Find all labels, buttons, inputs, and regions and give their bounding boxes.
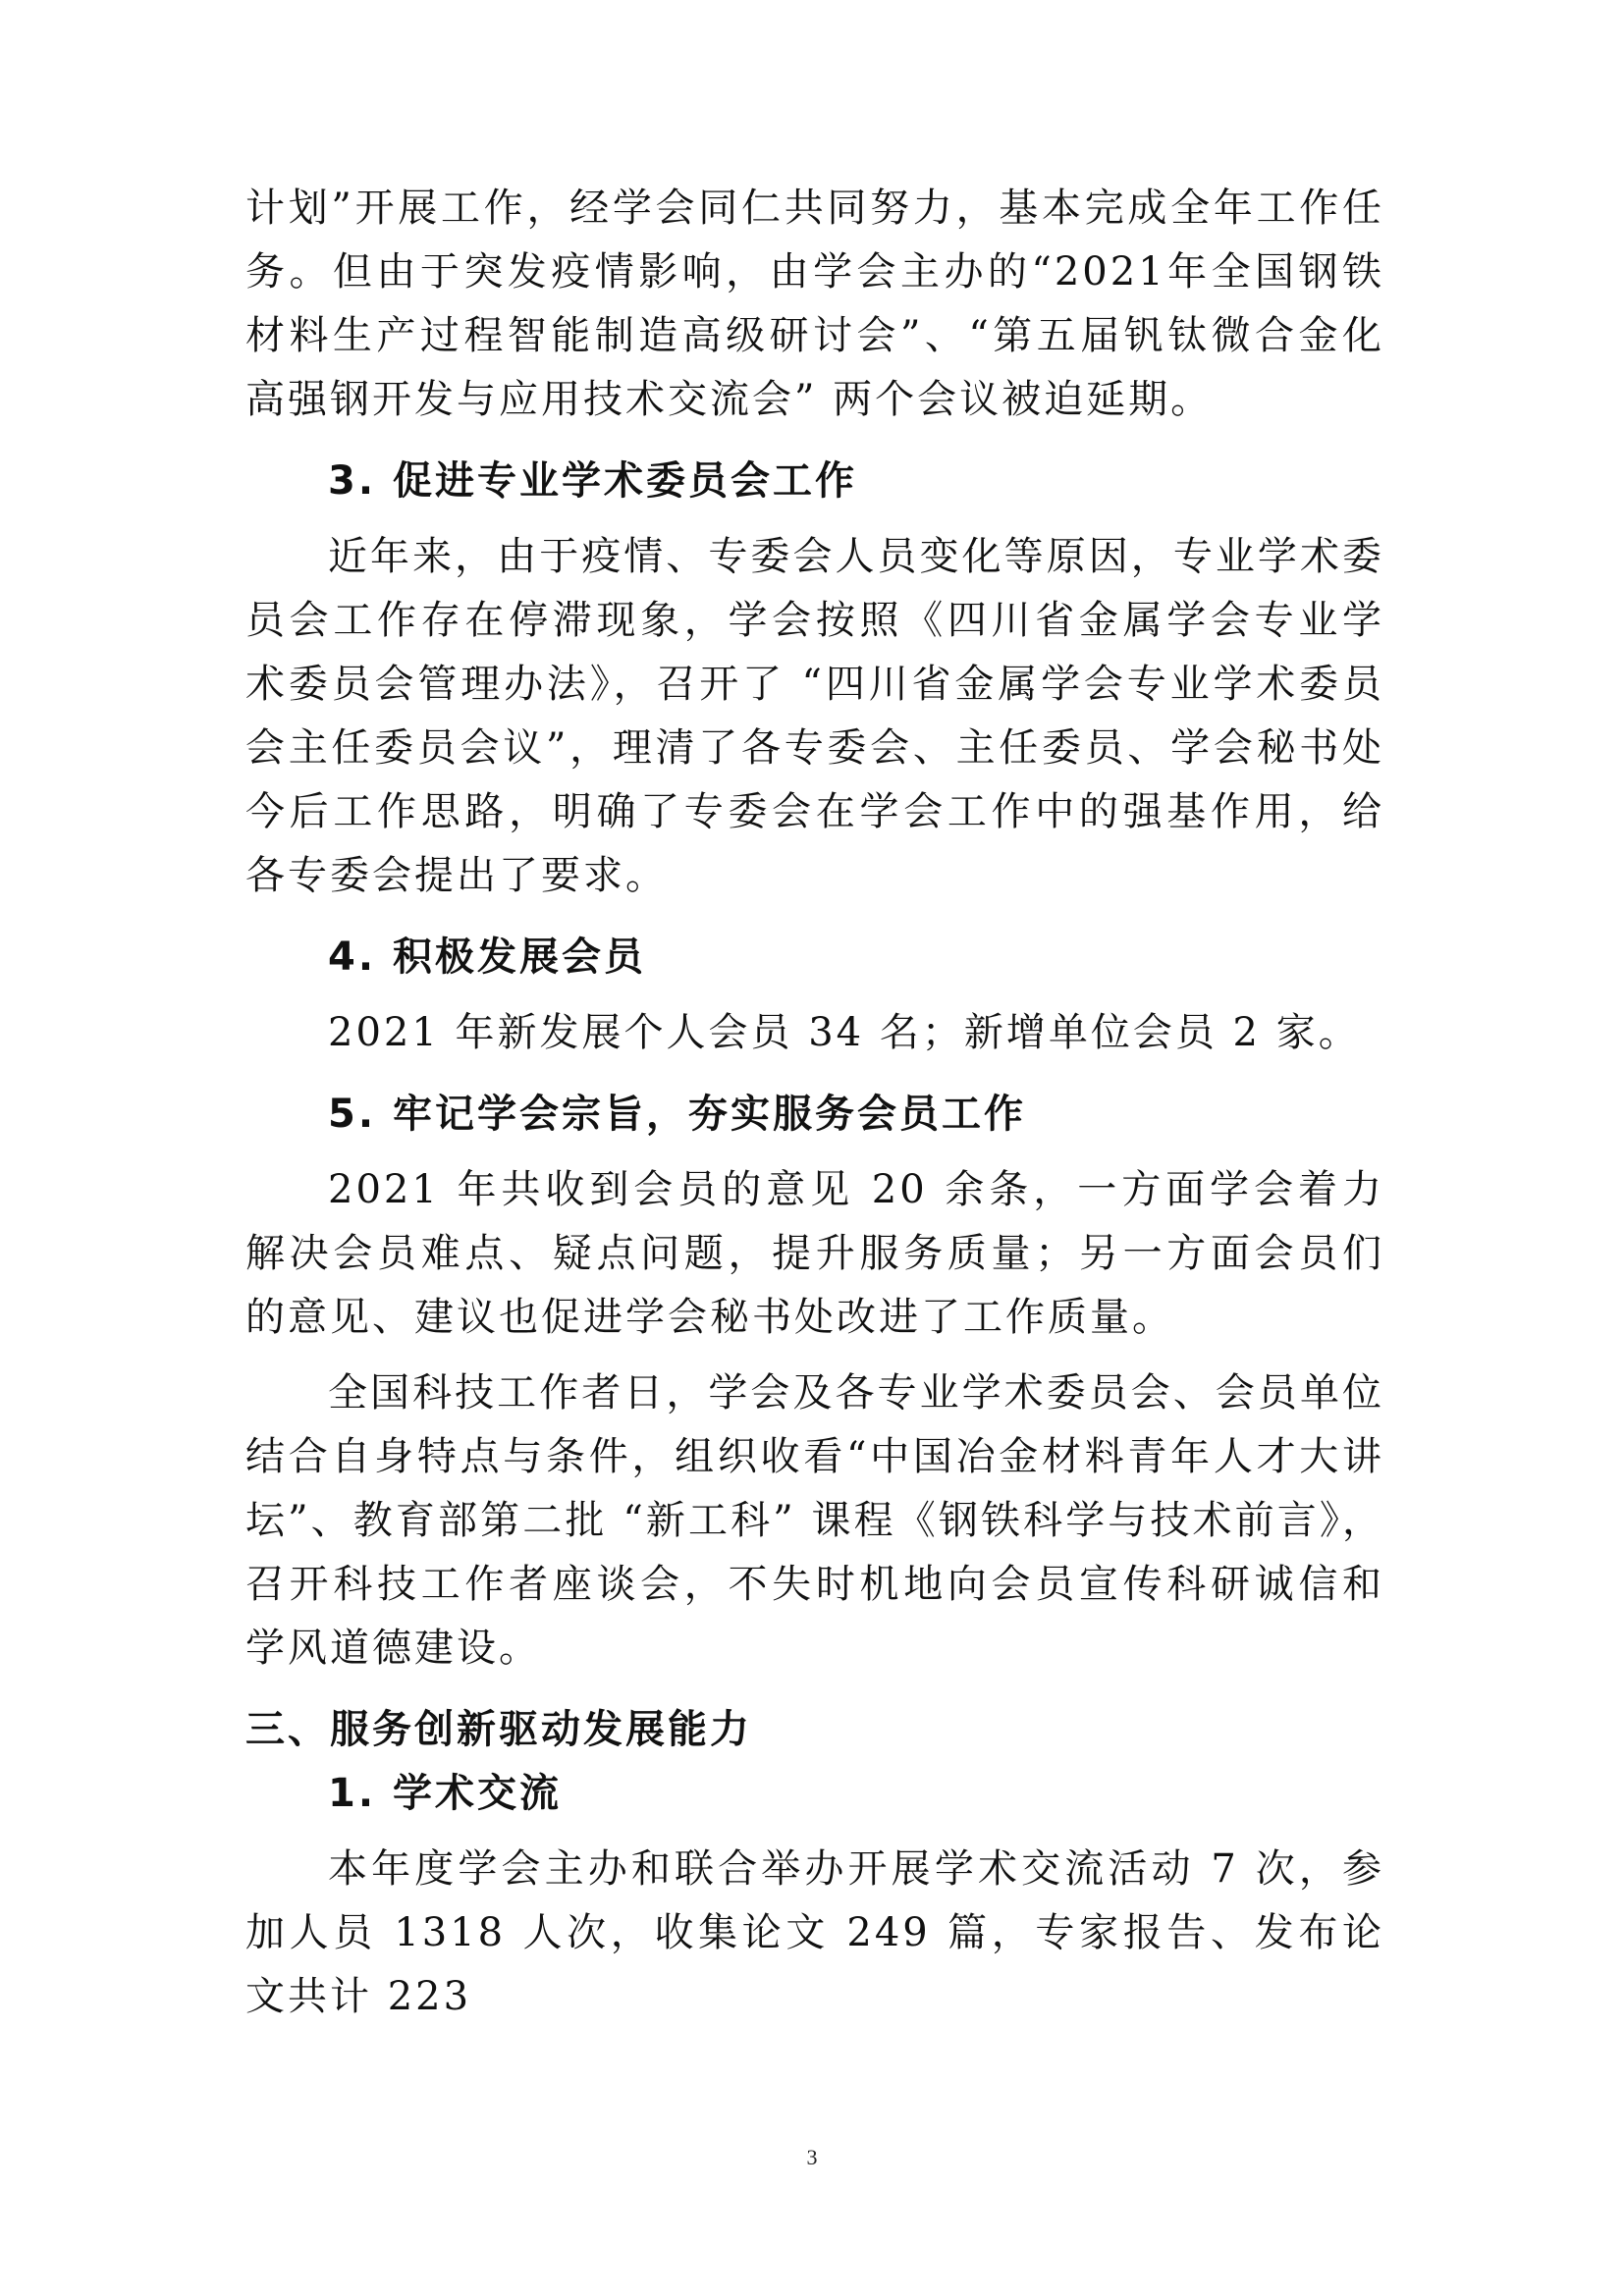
paragraph-6: 本年度学会主办和联合举办开展学术交流活动 7 次，参加人员 1318 人次，收集论文 249 篇，专家报告、发布论文共计 223: [245, 1846, 1384, 2019]
heading-section-three: 三、服务创新驱动发展能力: [245, 1707, 752, 1752]
paragraph-1: 计划”开展工作，经学会同仁共同努力，基本完成全年工作任务。但由于突发疫情影响，由学会主办的“2021年全国钢铁材料生产过程智能制造高级研讨会”、“第五届钒钛微合金化高强钢开发与应用技术交流会” 两个会议被迫延期。: [245, 186, 1384, 422]
paragraph-5: 全国科技工作者日，学会及各专业学术委员会、会员单位结合自身特点与条件，组织收看“中国冶金材料青年人才大讲坛”、教育部第二批 “新工科” 课程《钢铁科学与技术前言》，召开科技工作者座谈会，不失时机地向会员宣传科研诚信和学风道德建设。: [245, 1370, 1384, 1671]
heading-promote-committees: 3. 促进专业学术委员会工作: [328, 458, 857, 504]
heading-academic-exchange: 1. 学术交流: [328, 1771, 562, 1816]
document-body: [245, 177, 1384, 2029]
heading-develop-members: 4. 积极发展会员: [328, 934, 646, 980]
page-number: 3: [806, 2145, 818, 2169]
heading-serve-members: 5. 牢记学会宗旨，夯实服务会员工作: [328, 1092, 1026, 1137]
paragraph-2: 近年来，由于疫情、专委会人员变化等原因，专业学术委员会工作存在停滞现象，学会按照《四川省金属学会专业学术委员会管理办法》，召开了 “四川省金属学会专业学术委员会主任委员会议”，理清了各专委会、主任委员、学会秘书处今后工作思路，明确了专委会在学会工作中的强基作用，给各专委会提出了要求。: [245, 534, 1384, 898]
paragraph-3: 2021 年新发展个人会员 34 名；新增单位会员 2 家。: [328, 1010, 1361, 1055]
paragraph-4: 2021 年共收到会员的意见 20 余条，一方面学会着力解决会员难点、疑点问题，提升服务质量；另一方面会员们的意见、建议也促进学会秘书处改进了工作质量。: [245, 1167, 1384, 1340]
